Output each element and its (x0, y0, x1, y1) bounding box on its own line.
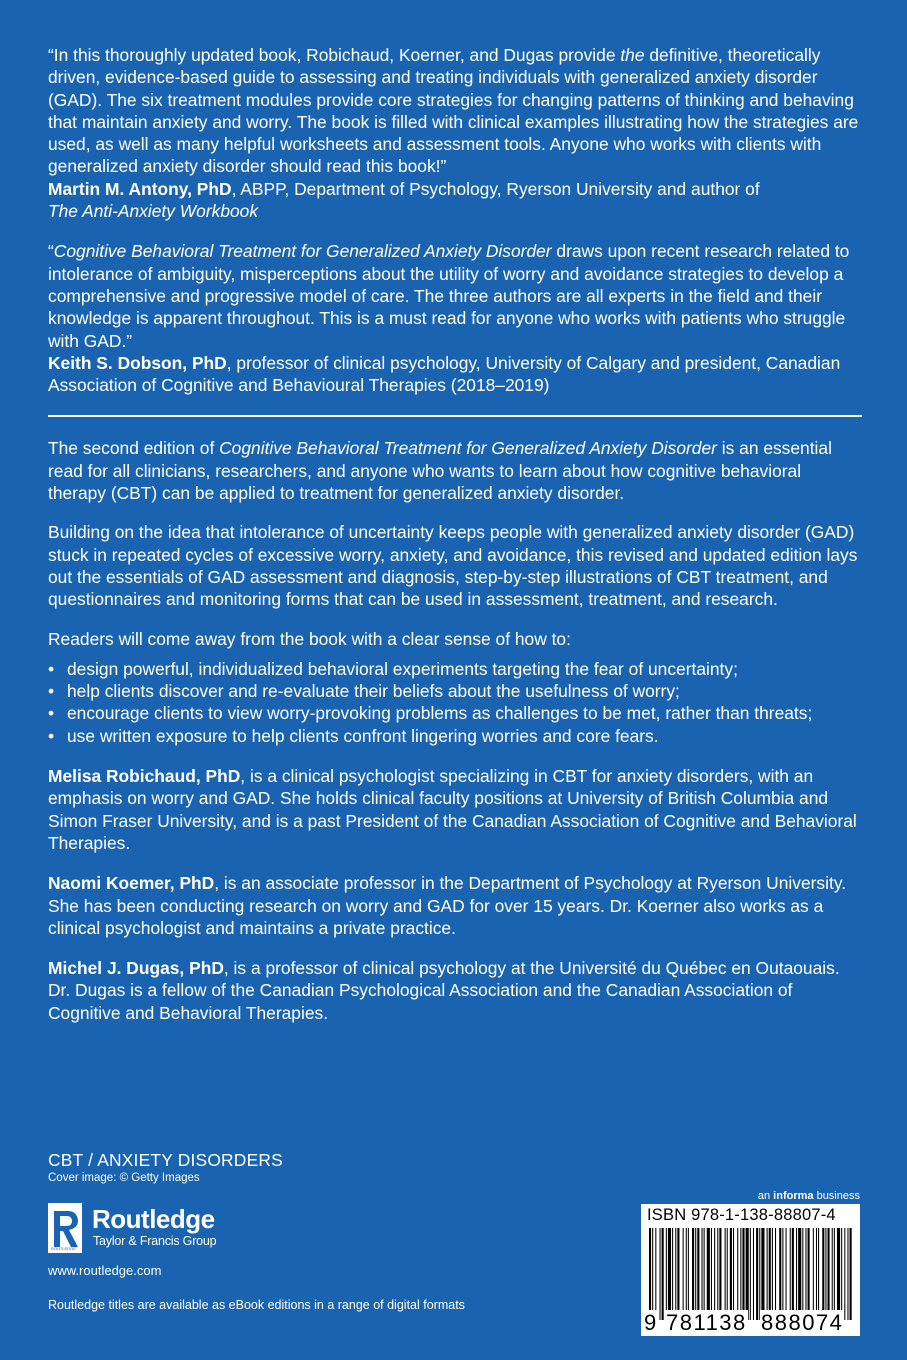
list-item-text: design powerful, individualized behavioral experiments targeting the fear of uncertainty; (67, 658, 738, 679)
routledge-logo-icon (48, 1203, 82, 1253)
barcode-bar (730, 1228, 732, 1320)
barcode-bar (695, 1228, 696, 1320)
list-item (48, 658, 862, 680)
author-name: Naomi Koemer, PhD (48, 873, 215, 894)
list-item-text: encourage clients to view worry-provoking problems as challenges to be met, rather than threats; (67, 703, 813, 724)
barcode-bar (697, 1228, 699, 1320)
barcode-bar (759, 1228, 760, 1320)
barcode-bar (737, 1228, 738, 1320)
list-item (48, 702, 862, 724)
barcode-bar (756, 1228, 758, 1320)
quote-text: definitive, theoretically driven, evidence-based guide to assessing and treating individuals with generalized anxiety disorder (GAD). The six treatment modules provide core strategies for changing patterns of thinking and behaving that maintain anxiety and worry. The book is filled with clinical examples illustrating how the strategies are used, as well as many helpful worksheets and assessment tools. Anyone who works with clients with generalized anxiety disorder should read this book!” (48, 45, 859, 177)
informa-brand: informa (773, 1190, 814, 1202)
list-item-text: help clients discover and re-evaluate their beliefs about the usefulness of worry; (67, 681, 680, 702)
desc-book-title: Cognitive Behavioral Treatment for Generalized Anxiety Disorder (219, 438, 717, 459)
barcode-bar (816, 1228, 817, 1320)
barcode-bar (847, 1228, 848, 1320)
barcode-bar (792, 1228, 794, 1320)
endorser-book-title: The Anti-Anxiety Workbook (48, 201, 259, 222)
benefits-list (48, 658, 862, 747)
barcode-bar (692, 1228, 694, 1320)
barcode-bar (844, 1228, 845, 1320)
informa-text: an (757, 1190, 774, 1202)
publisher-logo (48, 1203, 248, 1255)
barcode-bar (714, 1228, 715, 1320)
description-lead-in: Readers will come away from the book with a clear sense of how to: (48, 628, 571, 649)
quote-text: “ (48, 241, 54, 262)
publisher-name: Routledge (92, 1204, 215, 1234)
bullet-icon: • (48, 703, 55, 724)
barcode-bar (704, 1228, 705, 1320)
isbn-label: ISBN 978-1-138-88807-4 (647, 1206, 836, 1224)
barcode-bar (813, 1228, 814, 1320)
barcode-bar (655, 1228, 656, 1320)
quote-emphasis: the (620, 45, 645, 65)
barcode-bar (746, 1228, 749, 1320)
barcode-bar (769, 1228, 771, 1320)
barcode-bar (808, 1228, 810, 1320)
barcode-bar (782, 1228, 783, 1320)
barcode-bar (850, 1228, 852, 1320)
barcode-bar (841, 1228, 842, 1320)
list-item-text: use written exposure to help clients confront lingering worries and core fears. (67, 725, 659, 746)
endorser-affiliation: , professor of clinical psychology, University of Calgary and president, Canadian Association of Cognitive and Behavioural Therapies (2018–2019) (48, 352, 841, 396)
barcode-group-right: 888074 (761, 1310, 844, 1335)
barcode-bar (761, 1228, 764, 1320)
barcode-group-left: 781138 (666, 1310, 747, 1335)
barcode-bars (649, 1228, 853, 1320)
author-name: Melisa Robichaud, PhD (48, 766, 241, 787)
barcode-bar (740, 1228, 741, 1320)
barcode-bar (683, 1228, 684, 1320)
barcode-bar (828, 1228, 830, 1320)
author-bio-text: , is an associate professor in the Department of Psychology at Ryerson University. She has been conducting research on worry and GAD for over 15 years. Dr. Koerner also works as a clinical psychologist and maintains a private practice. (48, 873, 847, 938)
barcode-bar (786, 1228, 787, 1320)
barcode-bar (790, 1228, 791, 1320)
endorser-affiliation: , ABPP, Department of Psychology, Ryerson University and author of (231, 178, 760, 199)
barcode-bar (675, 1228, 676, 1320)
barcode-bar (818, 1228, 819, 1320)
barcode-bar (805, 1228, 806, 1320)
back-cover-content (48, 44, 862, 1024)
barcode-bar (825, 1228, 826, 1320)
subject-category: CBT / ANXIETY DISORDERS (48, 1150, 283, 1170)
barcode-bar (837, 1228, 840, 1320)
endorsement-dobson (48, 240, 862, 396)
barcode-bar (750, 1228, 751, 1320)
author-name: Michel J. Dugas, PhD (48, 958, 224, 979)
barcode-bar (688, 1228, 689, 1320)
informa-text: business (813, 1190, 860, 1202)
quote-book-title: Cognitive Behavioral Treatment for Generalized Anxiety Disorder (53, 241, 552, 262)
barcode-bar (822, 1228, 824, 1320)
divider (48, 415, 862, 417)
author-bio-text: , is a clinical psychologist specializing in CBT for anxiety disorders, with an emphasis on worry and GAD. She holds clinical faculty positions at University of British Columbia and Simon Fraser University, and is a past President of the Canadian Association of Cognitive and Behavioral Therapies. (48, 766, 857, 853)
isbn-barcode (641, 1204, 860, 1336)
barcode-bar (649, 1228, 651, 1320)
barcode-bar (662, 1228, 664, 1320)
barcode-bar (707, 1228, 710, 1320)
author-bio-robichaud (48, 765, 862, 854)
barcode-bar (798, 1228, 801, 1320)
barcode-bar (753, 1228, 754, 1320)
barcode-bar (742, 1228, 744, 1320)
list-item (48, 725, 862, 747)
barcode-bar (686, 1228, 687, 1320)
barcode-bar (733, 1228, 734, 1320)
barcode-bar (652, 1228, 653, 1320)
barcode-digit-first: 9 (644, 1310, 657, 1335)
quote-text: draws upon recent research related to intolerance of ambiguity, misperceptions about the utility of worry and avoidance strategies to develop a comprehensive and progressive model of care. The three authors are all experts in the field and their knowledge is apparent throughout. This is a must read for anyone who works with patients who struggle with GAD.” (48, 241, 850, 351)
desc-text: The second edition of (48, 438, 220, 459)
logo-vertical-text: ROUTLEDGE (51, 1246, 76, 1251)
barcode-bar (779, 1228, 781, 1320)
barcode-bar (832, 1228, 833, 1320)
bullet-icon: • (48, 658, 55, 679)
barcode-bar (775, 1228, 776, 1320)
barcode-bar (767, 1228, 768, 1320)
publisher-group: Taylor & Francis Group (93, 1234, 217, 1248)
barcode-bar (725, 1228, 726, 1320)
bullet-icon: • (48, 681, 55, 702)
barcode-bar (711, 1228, 712, 1320)
barcode-bar (668, 1228, 671, 1320)
endorser-name: Keith S. Dobson, PhD (48, 352, 227, 373)
barcode-bar (672, 1228, 673, 1320)
barcode-bar (796, 1228, 797, 1320)
barcode-bar (719, 1228, 721, 1320)
list-item (48, 680, 862, 702)
barcode-bar (660, 1228, 661, 1320)
barcode-bar (702, 1228, 703, 1320)
author-bio-koerner (48, 872, 862, 939)
description-intro (48, 437, 862, 504)
barcode-bar (677, 1228, 679, 1320)
barcode-bar (666, 1228, 667, 1320)
informa-tag (758, 1190, 860, 1202)
barcode-bar (717, 1228, 718, 1320)
ebook-note: Routledge titles are available as eBook editions in a range of digital formats (48, 1298, 465, 1312)
publisher-url[interactable]: www.routledge.com (48, 1263, 162, 1278)
barcode-bar (772, 1228, 773, 1320)
barcode-bar (727, 1228, 728, 1320)
endorser-name: Martin M. Antony, PhD (48, 178, 232, 199)
description-body: Building on the idea that intolerance of uncertainty keeps people with generalized anxiety disorder (GAD) stuck in repeated cycles of excessive worry, anxiety, and avoidance, this revised and updated edition lays out the essentials of GAD assessment and diagnosis, step-by-step illustrations of CBT treatment, and questionnaires and monitoring forms that can be used in assessment, treatment, and research. (48, 522, 858, 610)
cover-credit: Cover image: © Getty Images (48, 1172, 200, 1184)
endorsement-antony (48, 44, 862, 222)
author-bio-text: , is a professor of clinical psychology at the Université du Québec en Outaouais. Dr. Dugas is a fellow of the Canadian Psychological Association and the Canadian Association of Cognitive and Behavioral Therapies. (48, 958, 840, 1023)
author-bio-dugas (48, 957, 862, 1024)
barcode-bar (834, 1228, 835, 1320)
bullet-icon: • (48, 725, 55, 746)
barcode-bar (802, 1228, 803, 1320)
quote-text: “In this thoroughly updated book, Robichaud, Koerner, and Dugas provide (48, 45, 621, 65)
desc-text: is an essential read for all clinicians, researchers, and anyone who wants to learn about how cognitive behavioral therapy (CBT) can be applied to treatment for generalized anxiety disorder. (48, 438, 832, 504)
